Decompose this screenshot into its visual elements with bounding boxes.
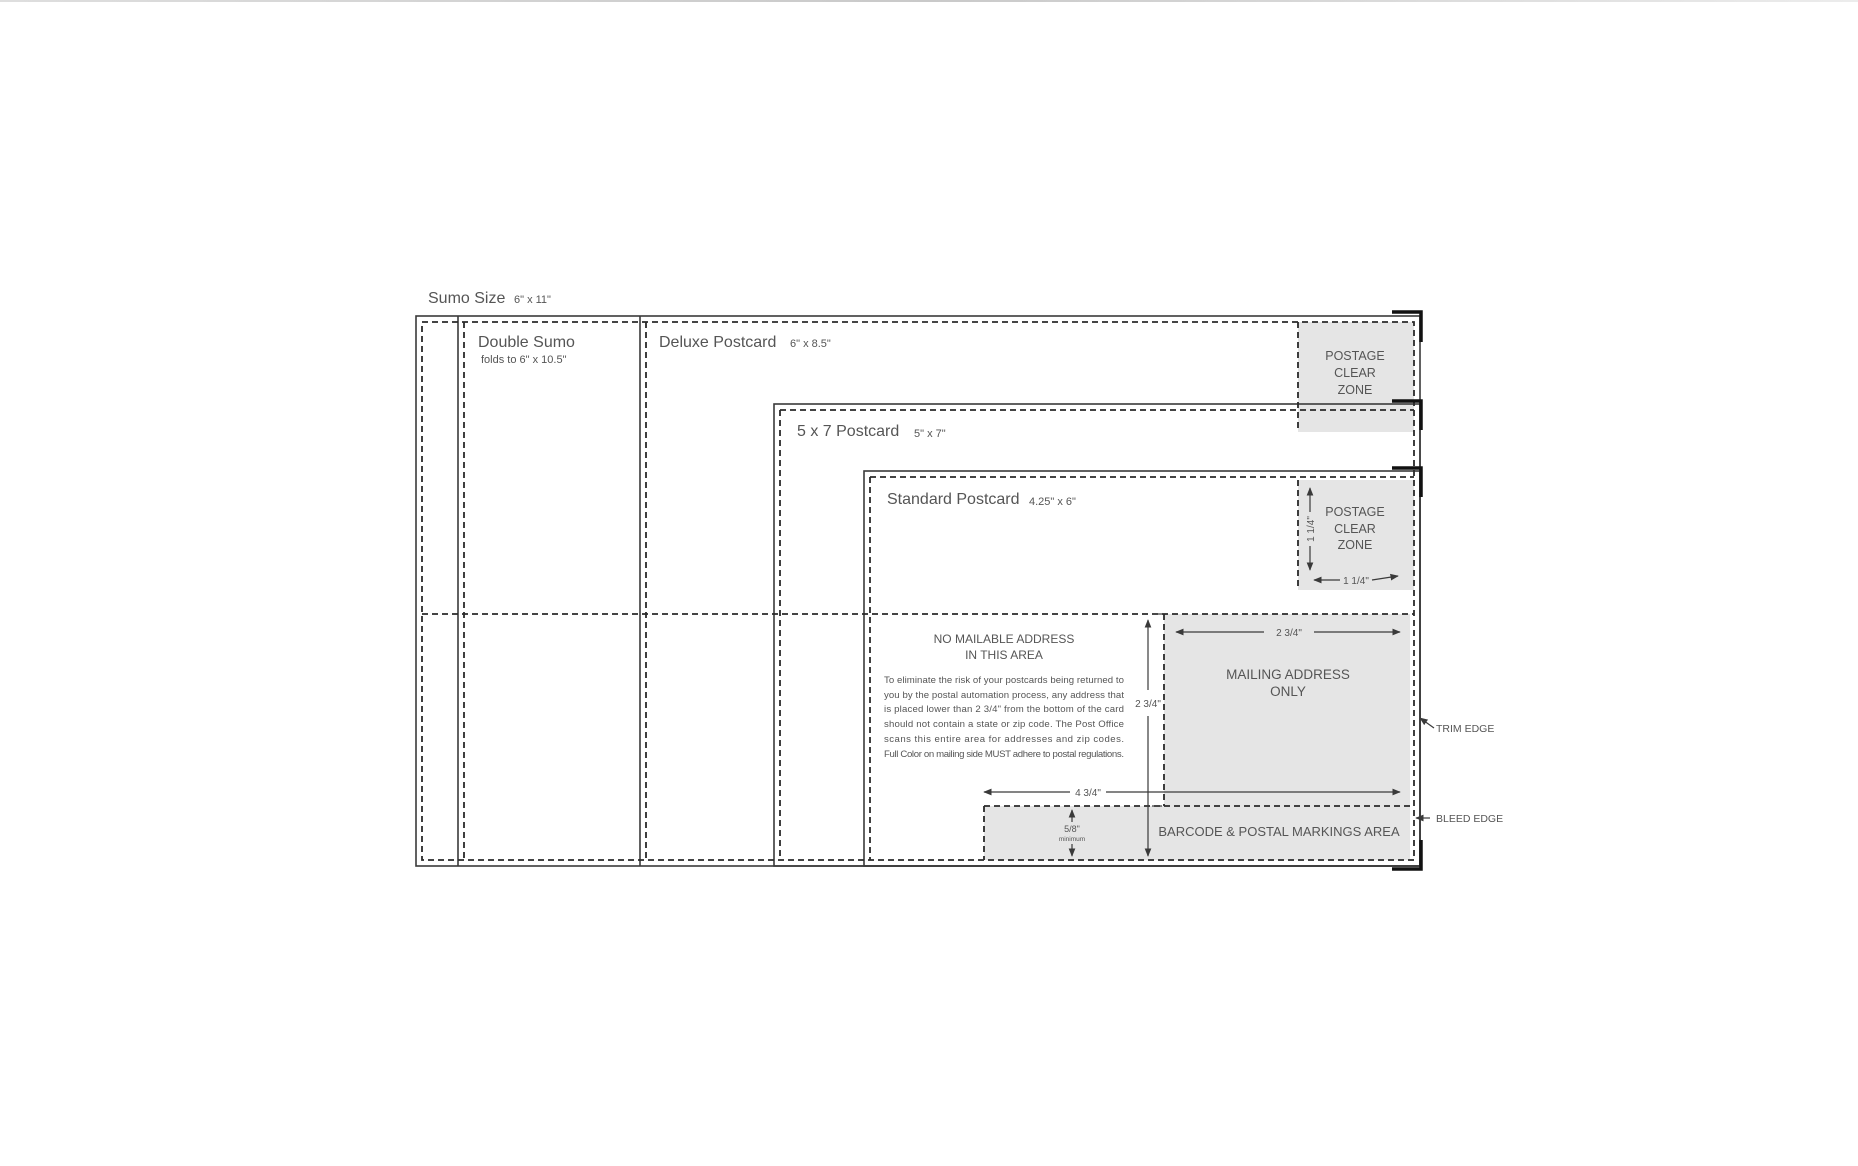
postage-zone-std-line-1: POSTAGE — [1325, 505, 1385, 519]
mailing-address-line-1: MAILING ADDRESS — [1226, 667, 1350, 682]
postage-zone-std-line-2: CLEAR — [1334, 522, 1376, 536]
mailing-height-dim: 2 3/4" — [1135, 699, 1161, 710]
mailing-address-line-2: ONLY — [1270, 684, 1306, 699]
no-address-body-5: scans this entire area for addresses and zip codes. — [884, 734, 1124, 745]
bleed-edge-label: BLEED EDGE — [1436, 813, 1504, 825]
postage-height-dim: 1 1/4" — [1306, 516, 1317, 542]
postage-zone-top-line-1: POSTAGE — [1325, 349, 1385, 363]
no-address-body-1: To eliminate the risk of your postcards being returned to — [884, 675, 1124, 686]
five-by-seven-size: 5" x 7" — [914, 428, 946, 440]
no-address-heading-2: IN THIS AREA — [965, 648, 1043, 662]
no-address-body-2: you by the postal automation process, any address that — [884, 690, 1124, 701]
postage-zone-top-line-3: ZONE — [1337, 383, 1373, 397]
standard-size: 4.25" x 6" — [1029, 496, 1076, 508]
barcode-width-dim: 4 3/4" — [1075, 788, 1101, 799]
mailing-width-dim: 2 3/4" — [1276, 628, 1302, 639]
trim-edge-leader — [1420, 718, 1434, 728]
no-address-body-4: should not contain a state or zip code. The Post Office — [884, 719, 1124, 730]
sumo-size: 6" x 11" — [514, 294, 551, 306]
barcode-label: BARCODE & POSTAL MARKINGS AREA — [1158, 824, 1400, 839]
double-sumo-title: Double Sumo — [478, 334, 575, 351]
barcode-min-dim: 5/8" — [1064, 824, 1080, 834]
no-address-heading-1: NO MAILABLE ADDRESS — [933, 632, 1075, 646]
standard-title: Standard Postcard — [887, 491, 1020, 508]
sumo-title: Sumo Size — [428, 290, 506, 307]
postage-zone-top-line-2: CLEAR — [1334, 366, 1376, 380]
mailing-address-fill — [1164, 614, 1410, 806]
no-address-body-6: Full Color on mailing side MUST adhere to postal regulations. — [884, 749, 1124, 760]
trim-edge-label: TRIM EDGE — [1436, 723, 1495, 735]
barcode-min-note: minimum — [1058, 836, 1086, 843]
postage-width-dim: 1 1/4" — [1343, 576, 1369, 587]
double-sumo-note: folds to 6" x 10.5" — [481, 354, 567, 366]
deluxe-title: Deluxe Postcard — [659, 334, 777, 351]
deluxe-size: 6" x 8.5" — [790, 338, 831, 350]
five-by-seven-title: 5 x 7 Postcard — [797, 423, 900, 440]
no-address-body-3: is placed lower than 2 3/4" from the bottom of the card — [884, 704, 1124, 715]
postage-zone-std-line-3: ZONE — [1337, 538, 1373, 552]
